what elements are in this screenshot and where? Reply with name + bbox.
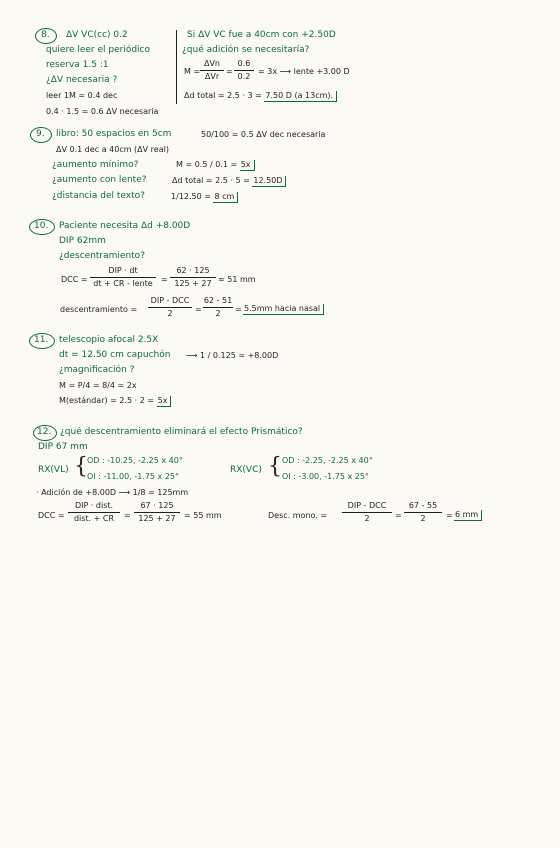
p10-desc-frac-1 xyxy=(148,297,192,318)
p12-mono-result xyxy=(454,511,482,519)
p10-dcc-frac-1-den: dt + CR - lente xyxy=(93,279,153,288)
p12-rx-vc-brace: { xyxy=(268,454,282,479)
p10-answer: 5.5mm hacia nasal xyxy=(243,304,324,315)
p10-dcc-frac-1-num: DIP · dt xyxy=(108,266,138,275)
p10-desc-eq: = xyxy=(195,305,202,314)
p11-line-2: dt = 12.50 cm capuchón xyxy=(59,350,171,360)
fraction-bar xyxy=(342,512,392,513)
p8-m-frac-2-num: 0.6 xyxy=(237,59,251,68)
p12-mono-eq-2: = xyxy=(446,511,453,520)
p11-line-5 xyxy=(59,397,171,405)
problem-11-number: 11. xyxy=(34,335,49,345)
p10-line-3: ¿descentramiento? xyxy=(59,251,145,261)
p10-dcc-lhs: DCC = xyxy=(61,275,88,284)
p12-dcc-frac-1-den: dist. + CR xyxy=(73,514,115,523)
p10-desc-frac-2-num: 62 - 51 xyxy=(203,296,233,305)
p12-dcc-frac-2-den: 125 + 27 xyxy=(138,514,176,523)
p12-rx-vc-oi: OI : -3.00, -1.75 x 25° xyxy=(282,472,369,481)
p12-rx-vl-od: OD : -10.25, -2.25 x 40° xyxy=(87,456,183,465)
fraction-bar xyxy=(404,512,442,513)
p12-rx-vc-label: RX(VC) xyxy=(230,465,262,475)
p8-m-eq: = xyxy=(226,67,233,76)
p8-m-frac-1-den: ΔVr xyxy=(204,72,220,81)
fraction-bar xyxy=(234,70,254,71)
p8-line-5: leer 1M = 0.4 dec xyxy=(46,91,118,100)
p8-m-frac-2-den: 0.2 xyxy=(237,72,251,81)
p12-dcc-frac-2-num: 67 · 125 xyxy=(140,501,174,510)
p8-right-line-1: Si ΔV VC fue a 40cm con +2.50D xyxy=(187,30,336,40)
p12-rx-vl-brace: { xyxy=(74,454,88,479)
p12-mono-frac-2 xyxy=(404,502,442,523)
p12-dcc-lhs: DCC = xyxy=(38,511,65,520)
p10-desc-frac-2-den: 2 xyxy=(215,309,221,318)
p9-line-3-right xyxy=(176,161,255,169)
p12-mono-lhs: Desc. mono. = xyxy=(268,511,328,520)
p9-line-4-right xyxy=(172,177,286,185)
p12-mono-frac-2-num: 67 - 55 xyxy=(408,501,438,510)
p10-desc-result xyxy=(243,305,324,313)
p11-line-4: M = P/4 = 8/4 = 2x xyxy=(59,381,137,390)
p12-mono-frac-2-den: 2 xyxy=(420,514,426,523)
p10-dcc-eq: = xyxy=(161,275,168,284)
p8-divider xyxy=(176,30,177,104)
p9-line-4: ¿aumento con lente? xyxy=(52,175,147,185)
p10-desc-frac-1-den: 2 xyxy=(167,309,173,318)
p12-rx-vc-od: OD : -2.25, -2.25 x 40° xyxy=(282,456,373,465)
p12-mono-frac-1-num: DIP - DCC xyxy=(347,501,387,510)
p12-dcc-frac-1-num: DIP · dist. xyxy=(74,501,114,510)
fraction-bar xyxy=(68,512,120,513)
p11-line-5-calc: M(estándar) = 2.5 · 2 = xyxy=(59,396,157,405)
fraction-bar xyxy=(134,512,180,513)
p9-line-1-right: 50/100 = 0.5 ΔV dec necesaria xyxy=(201,130,326,139)
p11-line-1: telescopio afocal 2.5X xyxy=(59,335,159,345)
p9-answer-2: 12.50D xyxy=(252,176,286,187)
problem-8-number: 8. xyxy=(41,30,50,40)
p10-desc-lhs: descentramiento = xyxy=(60,305,138,314)
p10-dcc-frac-2-num: 62 · 125 xyxy=(176,266,210,275)
fraction-bar xyxy=(148,307,192,308)
p8-line-6: 0.4 · 1.5 = 0.6 ΔV necesaria xyxy=(46,107,159,116)
p12-answer: 6 mm xyxy=(454,510,482,521)
p12-mono-frac-1 xyxy=(342,502,392,523)
p8-total-lhs: Δd total = 2.5 · 3 = xyxy=(184,91,265,100)
p9-line-5-calc: 1/12.50 = xyxy=(171,192,214,201)
fraction-bar xyxy=(90,277,156,278)
p8-right-line-2: ¿qué adición se necesitaría? xyxy=(182,45,310,55)
p8-total-result: 7.50 D (a 13cm). xyxy=(264,91,337,102)
fraction-bar xyxy=(203,307,233,308)
p9-line-1: libro: 50 espacios en 5cm xyxy=(56,129,172,139)
p9-line-3-calc: M = 0.5 / 0.1 = xyxy=(176,160,240,169)
fraction-bar xyxy=(170,277,216,278)
p12-mono-eq: = xyxy=(395,511,402,520)
p12-addition: · Adición de +8.00D ⟶ 1/8 = 125mm xyxy=(36,488,189,497)
problem-12-number: 12. xyxy=(37,427,52,437)
p12-mono-frac-1-den: 2 xyxy=(364,514,370,523)
p8-m-frac-1 xyxy=(200,60,224,81)
p9-line-5-right xyxy=(171,193,238,201)
p8-line-3: reserva 1.5 :1 xyxy=(46,60,109,70)
p12-rx-vl-oi: OI : -11.00, -1.75 x 25° xyxy=(87,472,180,481)
p9-line-4-calc: Δd total = 2.5 · 5 = xyxy=(172,176,253,185)
p8-line-1: ΔV VC(cc) 0.2 xyxy=(66,30,128,40)
p11-answer: 5x xyxy=(157,396,172,407)
p12-dcc-result: = 55 mm xyxy=(184,511,222,520)
p11-line-2-right: ⟶ 1 / 0.125 = +8.00D xyxy=(186,351,279,360)
p8-m-frac-2 xyxy=(234,60,254,81)
p10-line-1: Paciente necesita Δd +8.00D xyxy=(59,221,191,231)
p9-answer-3: 8 cm xyxy=(213,192,238,203)
p9-answer-1: 5x xyxy=(240,160,255,171)
p12-line-2: DIP 67 mm xyxy=(38,442,88,452)
p12-dcc-frac-1 xyxy=(68,502,120,523)
p8-total xyxy=(184,92,337,100)
problem-9-number: 9. xyxy=(36,129,45,139)
p10-dcc-result: ≈ 51 mm xyxy=(218,275,256,284)
p11-line-3: ¿magnificación ? xyxy=(59,365,135,375)
p10-dcc-frac-1 xyxy=(90,267,156,288)
p9-line-2: ΔV 0.1 dec a 40cm (ΔV real) xyxy=(56,145,169,154)
p8-m-lhs: M = xyxy=(184,67,201,76)
p10-desc-frac-2 xyxy=(203,297,233,318)
problem-10-number: 10. xyxy=(34,221,49,231)
p9-line-5: ¿distancia del texto? xyxy=(52,191,145,201)
fraction-bar xyxy=(200,70,224,71)
p8-line-4: ¿ΔV necesaria ? xyxy=(46,75,118,85)
p10-desc-eq-2: = xyxy=(235,305,242,314)
p10-line-2: DIP 62mm xyxy=(59,236,106,246)
p8-m-rest: = 3x ⟶ lente +3.00 D xyxy=(258,67,350,76)
p9-line-3: ¿aumento mínimo? xyxy=(52,160,139,170)
p10-dcc-frac-2 xyxy=(170,267,216,288)
p12-line-1: ¿qué descentramiento eliminará el efecto Prismático? xyxy=(60,427,303,437)
p8-m-frac-1-num: ΔVn xyxy=(203,59,220,68)
p8-line-2: quiere leer el periódico xyxy=(46,45,151,55)
p12-dcc-eq: = xyxy=(124,511,131,520)
p12-rx-vl-label: RX(VL) xyxy=(38,465,69,475)
p12-dcc-frac-2 xyxy=(134,502,180,523)
p10-dcc-frac-2-den: 125 + 27 xyxy=(174,279,212,288)
p10-desc-frac-1-num: DIP - DCC xyxy=(150,296,190,305)
